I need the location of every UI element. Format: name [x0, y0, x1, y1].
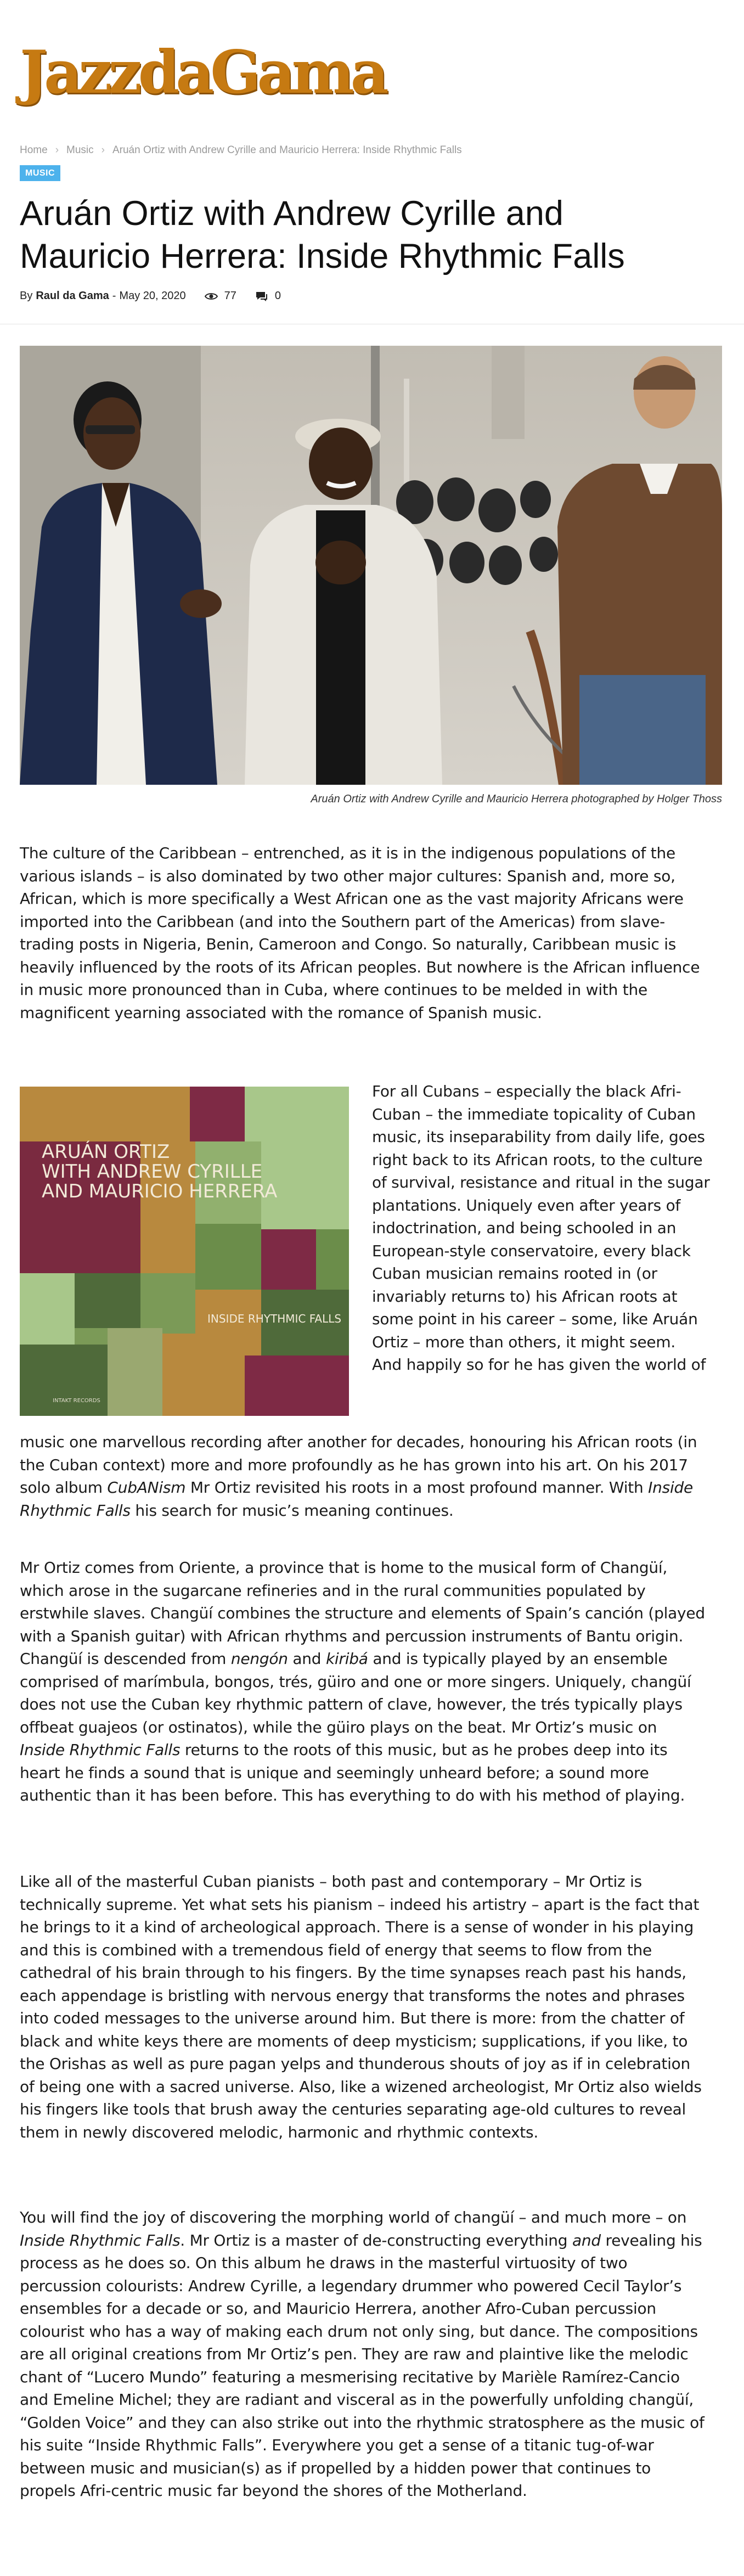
album-artist: WITH ANDREW CYRILLE [42, 1161, 263, 1183]
text-line: invariably returns to) his African roots at [372, 1287, 678, 1306]
text-line: comprised of marímbula, bongos, trés, güiro and one or more singers. Uniquely, changüí [20, 1672, 691, 1691]
paragraph-2-column [372, 1080, 723, 1376]
text-line: and Emeline Michel; they are radiant and visceral as in the powerfully unfolding changüí, [20, 2391, 694, 2409]
paragraph-2 [20, 1431, 724, 1522]
view-count [205, 290, 236, 302]
album-cover-art [20, 1087, 349, 1416]
text-line: he brings to it a kind of archeological approach. There is a sense of wonder in his playing [20, 1918, 694, 1936]
emphasis: and [572, 2231, 601, 2249]
album-name: Inside Rhythmic Falls [20, 1741, 181, 1759]
hero-photo-illustration [20, 346, 722, 785]
text-line: heart he finds a sound that is unique and seemingly unheard before; a sound more [20, 1763, 649, 1782]
text-line: music, its inseparability from daily life, goes [372, 1128, 705, 1146]
text-line: You will find the joy of discovering the morphing world of changüí – and much more – on [20, 2208, 687, 2226]
text-line: erstwhile slaves. Changüí combines the structure and elements of Spain’s canción (played [20, 1604, 705, 1622]
album-name: Rhythmic Falls [20, 1501, 131, 1520]
term-kiriba: kiribá [325, 1650, 368, 1668]
text-run: his search for music’s meaning continues. [130, 1501, 454, 1520]
text-run: returns to the roots of this music, but as he probes deep into its [180, 1741, 668, 1759]
category-badge[interactable]: MUSIC [20, 165, 60, 181]
text-line: African, which is more specifically a West African one as the vast majority Africans were [20, 890, 684, 908]
album-title: INSIDE RHYTHMIC FALLS [207, 1312, 342, 1325]
text-line: ensembles for a decade or so, and Mauricio Herrera, another Afro-Cuban percussion [20, 2299, 656, 2318]
text-line: with a Spanish guitar) with African rhythms and percussion instruments of Bantu origin. [20, 1627, 684, 1645]
text-line [20, 2229, 724, 2252]
text-line: Ortiz – more than others, it might seem. [372, 1332, 676, 1351]
text-run: and is typically played by an ensemble [368, 1650, 668, 1668]
comment-count-value: 0 [274, 290, 281, 302]
text-line: And happily so for he has given the world of [372, 1356, 706, 1374]
text-line: indoctrination, and being schooled in an [372, 1219, 677, 1237]
album-name: Inside Rhythmic Falls [20, 2231, 181, 2249]
post-date: May 20, 2020 [119, 290, 186, 302]
album-name: Inside [648, 1478, 694, 1497]
site-header [0, 0, 744, 137]
text-line: authentic than it has been before. This has everything to do with his method of playing. [20, 1786, 685, 1804]
paragraph-3 [20, 1556, 724, 1807]
breadcrumb-current: Aruán Ortiz with Andrew Cyrille and Mauricio Herrera: Inside Rhythmic Falls [112, 144, 462, 156]
text-run: solo album [20, 1478, 108, 1497]
chevron-right-icon: › [55, 144, 59, 156]
text-line: are all original creations from Mr Ortiz’s pen. They are raw and plaintive like the melodic [20, 2345, 689, 2363]
site-logo[interactable]: JazzdaGama [20, 38, 385, 107]
author-link[interactable]: Raul da Gama [36, 290, 109, 302]
title-line: Aruán Ortiz with Andrew Cyrille and [20, 194, 563, 233]
page-title [20, 192, 667, 278]
paragraph-1 [20, 842, 724, 1024]
text-line: the Orishas as well as pure pagan yelps and thunderous shouts of joy as if in celebration [20, 2055, 690, 2073]
text-line: and this is combined with a tremendous field of energy that seems to flow from the [20, 1941, 652, 1959]
text-line: plantations. Uniquely even after years of [372, 1196, 681, 1214]
comment-count[interactable] [255, 290, 281, 302]
by-label: By [20, 290, 33, 302]
text-line: between music and musician(s) as if propelled by a hidden power that continues to [20, 2459, 651, 2477]
breadcrumb-home[interactable]: Home [20, 144, 48, 156]
paragraph-4 [20, 1870, 724, 2144]
text-line: into coded messages to the universe around him. But there is more: from the chatter of [20, 2009, 685, 2027]
text-line: colourist who has a way of making each drum not only sing, but dance. The compositions [20, 2322, 698, 2341]
text-line: his suite “Inside Rhythmic Falls”. Everywhere you get a sense of a titanic tug-of-war [20, 2436, 654, 2454]
text-run: Mr Ortiz revisited his roots in a most profound manner. With [185, 1478, 649, 1497]
album-name-cubanism: CubANism [107, 1478, 186, 1497]
text-line: of survival, resistance and ritual in the sugar [372, 1173, 710, 1191]
text-line: cathedral of his brain through to his fingers. By the time synapses reach past his hands, [20, 1964, 686, 1982]
text-run: Changüí is descended from [20, 1650, 231, 1668]
text-line [20, 1499, 724, 1522]
album-artist: AND MAURICIO HERRERA [42, 1180, 278, 1202]
text-line: The culture of the Caribbean – entrenched, as it is in the indigenous populations of the [20, 844, 675, 862]
album-cover [20, 1087, 349, 1416]
comment-icon [255, 291, 268, 302]
text-line [20, 1647, 724, 1671]
text-line: of being one with a sacred universe. Also, like a wizened archeologist, Mr Ortiz also wields [20, 2077, 702, 2096]
text-line [20, 1739, 724, 1762]
text-line: Like all of the masterful Cuban pianists – both past and contemporary – Mr Ortiz is [20, 1872, 642, 1891]
eye-icon [205, 292, 218, 301]
text-line: heavily influenced by the roots of its African peoples. But nowhere is the African influence [20, 958, 700, 976]
text-line: propels Afri-centric music far beyond the shores of the Motherland. [20, 2482, 527, 2500]
text-line: right back to its African roots, to the culture [372, 1150, 703, 1169]
text-line: European-style conservatoire, every black [372, 1241, 691, 1260]
text-run: and [288, 1650, 326, 1668]
breadcrumb [20, 144, 462, 156]
text-line: technically supreme. Yet what sets his pianism – indeed his artistry – apart is the fact that [20, 1895, 700, 1914]
text-line: some point in his career – some, like Aruán [372, 1310, 698, 1328]
text-line: chant of “Lucero Mundo” featuring a mesmerising recitative by Marièle Ramírez-Cancio [20, 2367, 680, 2386]
text-line: For all Cubans – especially the black Afri- [372, 1082, 681, 1100]
photo-caption: Aruán Ortiz with Andrew Cyrille and Mauricio Herrera photographed by Holger Thoss [311, 793, 722, 805]
term-nengon: nengón [230, 1650, 288, 1668]
text-line: which arose in the sugarcane refineries and in the rural communities populated by [20, 1581, 646, 1600]
view-count-value: 77 [224, 290, 236, 302]
text-line: offbeat guajeos (or ostinatos), while the güiro plays on the beat. Mr Ortiz’s music on [20, 1718, 657, 1736]
chevron-right-icon: › [101, 144, 105, 156]
text-line: imported into the Caribbean (and into the Southern part of the Americas) from slave- [20, 912, 665, 931]
text-line: Cuban musician remains rooted in (or [372, 1264, 657, 1283]
text-line: process as he does so. On this album he draws in the masterful virtuosity of two [20, 2254, 628, 2272]
post-meta [20, 290, 281, 302]
text-line: the Cuban context) more and more profoundly as he has grown into his art. On his 2017 [20, 1455, 688, 1474]
text-line: percussion colourists: Andrew Cyrille, a legendary drummer who powered Cecil Taylor’s [20, 2276, 682, 2295]
album-label: INTAKT RECORDS [53, 1398, 100, 1404]
text-line: each appendage is bristling with nervous energy that transforms the notes and phrases [20, 1986, 685, 2005]
text-line: in music more pronounced than in Cuba, where continues to be melded in with the [20, 981, 647, 999]
hero-photo [20, 346, 722, 785]
text-line: Cuban – the immediate topicality of Cuban [372, 1105, 696, 1123]
text-line: them in newly discovered melodic, harmonic and rhythmic contexts. [20, 2123, 539, 2141]
text-line: “Golden Voice” and they can also strike out into the rhythmic stratosphere as the music of [20, 2413, 704, 2432]
text-line: music one marvellous recording after another for decades, honouring his African roots (in [20, 1433, 697, 1451]
text-line: his fingers like tools that brush away the centuries separating age-old cultures to reveal [20, 2100, 686, 2118]
text-run: . Mr Ortiz is a master of de-constructing everything [180, 2231, 572, 2249]
text-line: does not use the Cuban key rhythmic pattern of clave, however, the trés typically plays [20, 1695, 683, 1713]
text-line: trading posts in Nigeria, Benin, Cameroon and Congo. So naturally, Caribbean music is [20, 935, 677, 953]
album-artist: ARUÁN ORTIZ [42, 1141, 170, 1163]
text-run: revealing his [600, 2231, 702, 2249]
text-line: various islands – is also dominated by two other major cultures: Spanish and, more so, [20, 867, 675, 885]
title-line: Mauricio Herrera: Inside Rhythmic Falls [20, 237, 625, 275]
meta-dash: - [112, 290, 116, 302]
breadcrumb-music[interactable]: Music [66, 144, 94, 156]
text-line: magnificent yearning associated with the romance of Spanish music. [20, 1003, 542, 1022]
text-line: Mr Ortiz comes from Oriente, a province that is home to the musical form of Changüí, [20, 1559, 668, 1577]
text-line: black and white keys there are moments of deep mysticism; supplications, if you like, to [20, 2032, 688, 2050]
text-line [20, 1476, 724, 1499]
paragraph-5 [20, 2206, 724, 2502]
